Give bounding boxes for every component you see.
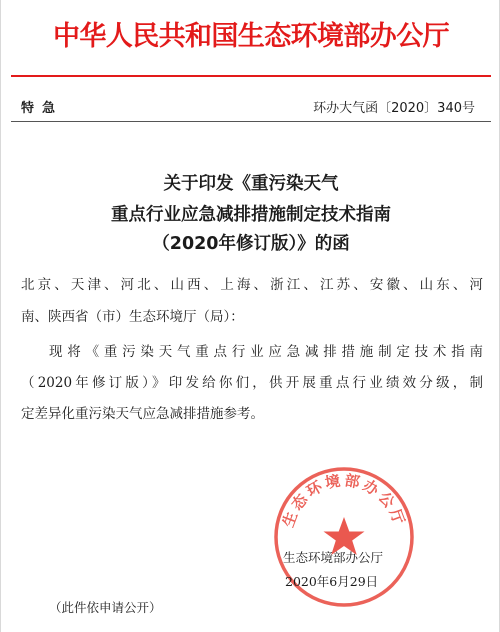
addressee-line-1: 北京、天津、河北、山西、上海、浙江、江苏、安徽、山东、河 <box>21 277 483 293</box>
masthead-red-rule <box>11 75 491 77</box>
paragraph-line-3: 定差异化重污染天气应急减排措施参考。 <box>21 406 264 422</box>
seal-text: 生态环境部办公厅 <box>278 471 410 530</box>
title-line-3: （2020年修订版）》的函 <box>152 234 350 254</box>
header-divider <box>11 121 491 122</box>
urgency-label: 特急 <box>21 101 64 116</box>
title-line-2: 重点行业应急减排措施制定技术指南 <box>111 205 391 225</box>
paragraph-line-1: 现将《重污染天气重点行业应急减排措施制定技术指南 <box>49 344 483 360</box>
document-number: 环办大气函〔2020〕340号 <box>313 101 475 116</box>
disclosure-note: （此件依申请公开） <box>49 600 162 615</box>
masthead-title: 中华人民共和国生态环境部办公厅 <box>53 21 449 52</box>
addressee-line-2: 南、陕西省（市）生态环境厅（局）： <box>21 309 244 325</box>
signature-date: 2020年6月29日 <box>285 574 379 589</box>
signature-organization: 生态环境部办公厅 <box>283 550 384 565</box>
paragraph-line-2: （2020年修订版）》印发给你们，供开展重点行业绩效分级，制 <box>21 375 483 391</box>
title-line-1: 关于印发《重污染天气 <box>163 174 339 194</box>
